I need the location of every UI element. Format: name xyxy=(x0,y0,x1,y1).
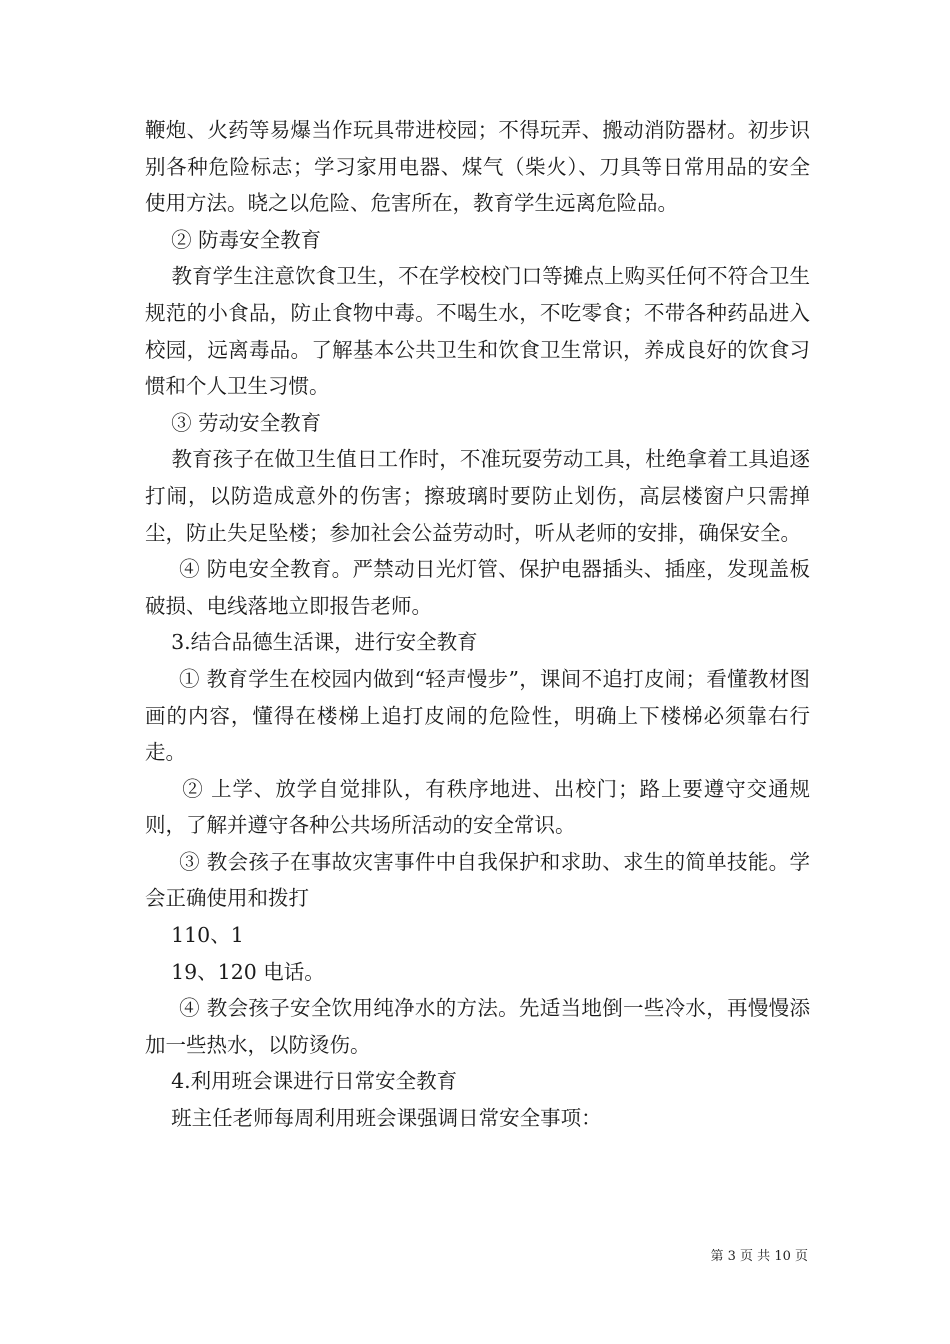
page-number-footer: 第 3 页 共 10 页 xyxy=(710,1249,808,1264)
heading-labor-safety: ③ 劳动安全教育 xyxy=(145,410,322,435)
paragraph-campus-behavior: ① 教育学生在校园内做到“轻声慢步”，课间不追打皮闹；看懂教材图画的内容，懂得在楼梯上追打皮闹的危险性，明确上下楼梯必须靠右行走。 xyxy=(145,666,810,765)
heading-class-meeting: 4.利用班会课进行日常安全教育 xyxy=(145,1069,458,1094)
paragraph-phone-line-2: 19、120 电话。 xyxy=(145,959,325,984)
paragraph-electric-safety: ④ 防电安全教育。严禁动日光灯管、保护电器插头、插座，发现盖板破损、电线落地立即报告老师。 xyxy=(145,557,810,618)
paragraph-phone-line-1: 110、1 xyxy=(145,923,244,948)
document-body xyxy=(145,112,810,1137)
paragraph-fire-safety-continued: 鞭炮、火药等易爆当作玩具带进校园；不得玩弄、搬动消防器材。初步识别各种危险标志；学习家用电器、煤气（柴火）、刀具等日常用品的安全使用方法。晓之以危险、危害所在，教育学生远离危险品。 xyxy=(145,118,810,216)
paragraph-class-meeting: 班主任老师每周利用班会课强调日常安全事项： xyxy=(145,1106,602,1131)
paragraph-drinking-water: ④ 教会孩子安全饮用纯净水的方法。先适当地倒一些冷水，再慢慢添加一些热水，以防烫伤。 xyxy=(145,996,810,1057)
heading-poison-safety: ② 防毒安全教育 xyxy=(145,227,322,252)
heading-moral-class: 3.结合品德生活课，进行安全教育 xyxy=(145,630,478,655)
paragraph-school-commute: ② 上学、放学自觉排队，有秩序地进、出校门；路上要遵守交通规则，了解并遵守各种公共场所活动的安全常识。 xyxy=(145,776,810,838)
paragraph-self-protection: ③ 教会孩子在事故灾害事件中自我保护和求助、求生的简单技能。学会正确使用和拨打 xyxy=(145,849,810,911)
paragraph-poison-safety: 教育学生注意饮食卫生，不在学校校门口等摊点上购买任何不符合卫生规范的小食品，防止食物中毒。不喝生水，不吃零食；不带各种药品进入校园，远离毒品。了解基本公共卫生和饮食卫生常识，养成良好的饮食习惯和个人卫生习惯。 xyxy=(145,264,810,399)
paragraph-labor-safety: 教育孩子在做卫生值日工作时，不准玩耍劳动工具，杜绝拿着工具追逐打闹，以防造成意外的伤害；擦玻璃时要防止划伤，高层楼窗户只需掸尘，防止失足坠楼；参加社会公益劳动时，听从老师的安排，确保安全。 xyxy=(145,447,810,545)
